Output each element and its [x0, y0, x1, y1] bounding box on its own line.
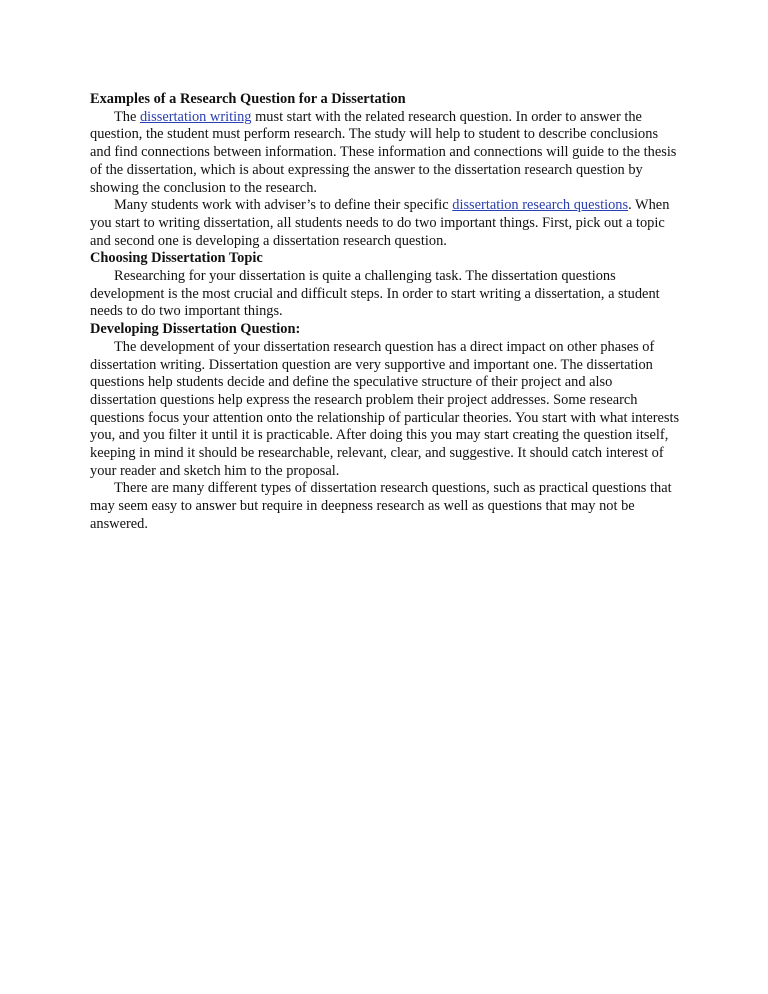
paragraph-developing-question: The development of your dissertation research question has a direct impact on other phases of dissertation writing. Dissertation question are very supportive and important one. The dissertation questions help students decide and define the speculative structure of their project and also dissertation questions help express the research problem their project addresses. Some research questions focus your attention onto the relationship of particular theories. You start with what interests you, and you filter it until it is practicable. After doing this you may start creating the question itself, keeping in mind it should be researchable, relevant, clear, and suggestive. It should catch interest of your reader and sketch him to the proposal.	[90, 338, 680, 479]
section-heading-choosing-topic: Choosing Dissertation Topic	[90, 250, 263, 267]
document-title: Examples of a Research Question for a Dissertation	[90, 91, 406, 107]
document-page	[90, 91, 680, 534]
paragraph-advisers-text-start: Many students work with adviser’s to define their specific	[114, 197, 453, 214]
paragraph-choosing-topic: Researching for your dissertation is quite a challenging task. The dissertation questions development is the most crucial and difficult steps. In order to start writing a dissertation, a student needs to do two important things.	[90, 268, 660, 320]
paragraph-question-types: There are many different types of dissertation research questions, such as practical questions that may seem easy to answer but require in deepness research as well as questions that may not be answered.	[90, 480, 672, 532]
dissertation-writing-link[interactable]: dissertation writing	[139, 108, 252, 125]
paragraph-intro-text-end: must start with the related research question. In order to answer the question, the student must perform research. The study will help to student to describe conclusions and find connections between information. These information and connections will guide to the thesis of the dissertation, which is about expressing the answer to the dissertation research question by showing the conclusion to the research.	[90, 108, 677, 196]
paragraph-advisers-text-end: . When you start to writing dissertation, all students needs to do two important things. First, pick out a topic and second one is developing a dissertation research question.	[90, 197, 670, 249]
paragraph-intro	[90, 109, 680, 198]
paragraph-advisers	[90, 197, 680, 250]
paragraph-intro-text-start: The	[114, 108, 140, 125]
dissertation-research-questions-link[interactable]: dissertation research questions	[452, 197, 629, 214]
section-heading-developing-question: Developing Dissertation Question:	[90, 321, 301, 338]
